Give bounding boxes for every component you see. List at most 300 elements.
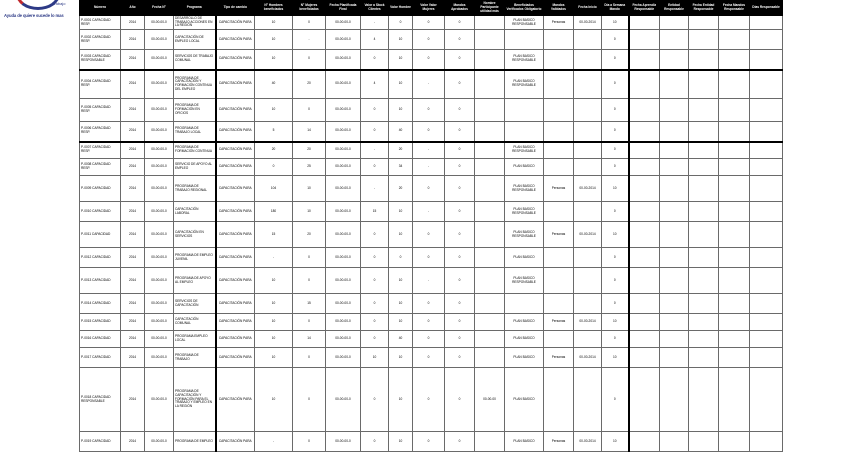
table-cell: 15 xyxy=(255,222,293,248)
table-cell xyxy=(689,50,719,70)
column-header[interactable]: Días Responsable xyxy=(750,1,783,16)
table-cell xyxy=(750,248,783,268)
table-cell: 2014 xyxy=(121,248,145,268)
table-cell: 20 xyxy=(389,142,413,159)
table-cell: - xyxy=(255,432,293,452)
table-cell xyxy=(544,202,574,222)
table-row xyxy=(80,176,783,202)
table-cell: 00-00-00-0 xyxy=(326,122,361,142)
table-cell: - xyxy=(413,268,445,294)
table-cell: Personas xyxy=(544,222,574,248)
table-cell: 0 xyxy=(445,30,475,50)
table-cell: 00-00-00-0 xyxy=(326,16,361,30)
table-cell: CAPACITACIÓN PARA xyxy=(216,16,255,30)
table-cell xyxy=(475,314,505,331)
table-cell: 0 xyxy=(361,314,389,331)
table-cell: 2014 xyxy=(121,99,145,122)
table-cell xyxy=(544,142,574,159)
table-cell: PROGRAMA DE APOYO AL EMPLEO xyxy=(174,268,216,294)
table-cell: 2014 xyxy=(121,142,145,159)
table-cell: 10 xyxy=(602,16,629,30)
table-cell: CAPACITACIÓN PARA xyxy=(216,294,255,314)
table-cell xyxy=(719,159,750,176)
table-cell xyxy=(629,99,660,122)
table-row xyxy=(80,248,783,268)
table-cell xyxy=(475,16,505,30)
table-cell xyxy=(719,16,750,30)
table-cell: 2014 xyxy=(121,202,145,222)
table-cell: 00-00-00-0 xyxy=(145,314,174,331)
table-cell: 0 xyxy=(293,99,326,122)
table-cell: 0 xyxy=(413,368,445,432)
table-cell: 10 xyxy=(255,268,293,294)
table-cell: 104 xyxy=(255,176,293,202)
table-cell xyxy=(475,176,505,202)
column-header[interactable]: Valor Valor Mujeres xyxy=(413,1,445,16)
table-cell: - xyxy=(293,30,326,50)
table-cell xyxy=(689,248,719,268)
table-cell xyxy=(544,248,574,268)
table-cell xyxy=(750,99,783,122)
table-cell xyxy=(544,30,574,50)
table-cell xyxy=(719,142,750,159)
table-cell xyxy=(689,142,719,159)
table-cell: PLAN BASICO xyxy=(505,159,544,176)
table-cell: P-0019 CAPACIDAD xyxy=(80,432,121,452)
table-cell: CAPACITACIÓN PARA xyxy=(216,314,255,331)
table-cell xyxy=(750,30,783,50)
table-cell: 00-00-00-0 xyxy=(326,176,361,202)
table-cell: P-0013 CAPACIDAD xyxy=(80,268,121,294)
table-cell: DESARROLLO DE TRABAJO ACCIONES EN LA REGIÓN xyxy=(174,16,216,30)
table-cell: - xyxy=(413,70,445,99)
table-cell xyxy=(574,122,602,142)
logo-word: Trabajo xyxy=(52,1,66,6)
table-cell: 0 xyxy=(445,70,475,99)
table-cell: 0 xyxy=(361,432,389,452)
table-cell: 2014 xyxy=(121,268,145,294)
table-cell: P-0001 CAPACIDAD RESP. xyxy=(80,16,121,30)
table-cell xyxy=(505,122,544,142)
table-cell: 0 xyxy=(413,432,445,452)
table-cell: P-0014 CAPACIDAD xyxy=(80,294,121,314)
table-cell: 10 xyxy=(602,314,629,331)
table-cell: 10 xyxy=(255,348,293,368)
table-cell xyxy=(629,50,660,70)
table-cell: 0 xyxy=(413,248,445,268)
table-cell: PROGRAMA EMPLEO LOCAL xyxy=(174,331,216,348)
table-cell: PLAN BASICO RESPONSABLE xyxy=(505,222,544,248)
table-cell xyxy=(750,294,783,314)
column-header[interactable]: Beneficiados Verificados Obligatorio xyxy=(505,1,544,16)
table-cell: 0 xyxy=(445,122,475,142)
table-cell xyxy=(660,202,689,222)
table-cell: 00-00-00-0 xyxy=(145,331,174,348)
table-cell: CAPACITACIÓN PARA xyxy=(216,202,255,222)
table-cell xyxy=(505,30,544,50)
table-cell: P-0003 CAPACIDAD RESPONSABLE xyxy=(80,50,121,70)
table-cell xyxy=(719,70,750,99)
table-cell xyxy=(660,331,689,348)
table-cell: Personas xyxy=(544,16,574,30)
table-cell xyxy=(689,70,719,99)
table-cell xyxy=(629,432,660,452)
table-cell xyxy=(475,248,505,268)
table-cell xyxy=(750,314,783,331)
table-cell: 0 xyxy=(361,122,389,142)
table-cell xyxy=(544,331,574,348)
table-cell: 40 xyxy=(389,331,413,348)
table-cell: CAPACITACIÓN PARA xyxy=(216,70,255,99)
table-row xyxy=(80,268,783,294)
column-header[interactable]: Fecha N° xyxy=(145,1,174,16)
table-cell: Personas xyxy=(544,432,574,452)
table-cell: CAPACITACIÓN PARA xyxy=(216,176,255,202)
table-cell: 14 xyxy=(293,122,326,142)
table-cell: CAPACITACIÓN PARA xyxy=(216,30,255,50)
table-cell xyxy=(660,16,689,30)
column-header[interactable]: Número xyxy=(80,1,121,16)
table-cell: 2014 xyxy=(121,122,145,142)
table-cell xyxy=(660,268,689,294)
table-cell: 00-00-00-0 xyxy=(326,202,361,222)
table-cell: P-0018 CAPACIDAD RESPONSABLE xyxy=(80,368,121,432)
table-cell: SERVICIO DE APOYO AL EMPLEO xyxy=(174,159,216,176)
table-cell: 2014 xyxy=(121,348,145,368)
table-cell: 00-00-00-0 xyxy=(326,222,361,248)
table-cell: P-0009 CAPACIDAD xyxy=(80,176,121,202)
table-cell: P-0007 CAPACIDAD RESP. xyxy=(80,142,121,159)
table-cell: 0 xyxy=(293,268,326,294)
column-header[interactable]: N° Mujeres beneficiadas xyxy=(293,1,326,16)
table-cell xyxy=(660,70,689,99)
table-cell xyxy=(629,248,660,268)
table-cell xyxy=(750,50,783,70)
table-cell xyxy=(719,176,750,202)
table-cell: PROGRAMA DE FORMACIÓN EN OFICIOS xyxy=(174,99,216,122)
table-row xyxy=(80,142,783,159)
table-cell xyxy=(574,50,602,70)
table-cell: 0 xyxy=(602,368,629,432)
table-cell xyxy=(629,70,660,99)
table-cell xyxy=(719,432,750,452)
table-cell: 10 xyxy=(255,314,293,331)
table-cell: CAPACITACIÓN PARA xyxy=(216,331,255,348)
table-cell: 00-00-00-0 xyxy=(145,50,174,70)
table-cell: 00-00-00-0 xyxy=(326,99,361,122)
table-cell: 0 xyxy=(445,368,475,432)
table-cell: PROGRAMA DE TRABAJO xyxy=(174,348,216,368)
table-cell: 0 xyxy=(361,331,389,348)
table-cell: 0 xyxy=(255,159,293,176)
table-cell: 0 xyxy=(293,348,326,368)
table-cell: CAPACITACIÓN PARA xyxy=(216,432,255,452)
table-cell: PLAN BASICO xyxy=(505,368,544,432)
table-cell: 0 xyxy=(413,16,445,30)
table-cell: - xyxy=(413,202,445,222)
table-cell xyxy=(750,176,783,202)
table-cell: 00-00-00-0 xyxy=(326,70,361,99)
table-cell: PROGRAMA DE TRABAJO LOCAL xyxy=(174,122,216,142)
table-cell: P-0004 CAPACIDAD RESP. xyxy=(80,70,121,99)
table-cell: - xyxy=(361,176,389,202)
table-cell: CAPACITACIÓN PARA xyxy=(216,159,255,176)
table-cell: 2014 xyxy=(121,432,145,452)
table-cell xyxy=(475,122,505,142)
table-cell xyxy=(689,99,719,122)
table-cell: 34 xyxy=(389,159,413,176)
table-cell: 0 xyxy=(602,331,629,348)
table-cell xyxy=(629,368,660,432)
table-cell: PLAN BASICO RESPONSABLE xyxy=(505,16,544,30)
table-cell: 0 xyxy=(445,268,475,294)
table-cell xyxy=(689,331,719,348)
table-cell: 2014 xyxy=(121,368,145,432)
table-cell: 0 xyxy=(602,294,629,314)
table-cell: PLAN BASICO xyxy=(505,432,544,452)
table-cell: 00-00-00-0 xyxy=(326,248,361,268)
table-cell xyxy=(660,348,689,368)
table-cell: 00-00-00-0 xyxy=(145,222,174,248)
table-cell xyxy=(689,159,719,176)
table-cell xyxy=(574,30,602,50)
table-cell: - xyxy=(255,248,293,268)
table-row xyxy=(80,99,783,122)
table-cell: 10 xyxy=(389,432,413,452)
table-cell: 0 xyxy=(602,268,629,294)
column-header[interactable]: Programa xyxy=(174,1,216,16)
table-cell xyxy=(660,248,689,268)
table-cell xyxy=(629,176,660,202)
table-cell xyxy=(689,314,719,331)
table-cell: P-0005 CAPACIDAD RESP. xyxy=(80,99,121,122)
table-cell: SERVICIOS DE CAPACITACIÓN xyxy=(174,294,216,314)
table-row xyxy=(80,202,783,222)
table-cell xyxy=(574,331,602,348)
table-cell: 0 xyxy=(293,432,326,452)
table-cell: P-0002 CAPACIDAD RESP. xyxy=(80,30,121,50)
table-cell: 2014 xyxy=(121,331,145,348)
table-cell: 10 xyxy=(389,99,413,122)
column-header[interactable]: Fecha Aprendiz Responsable xyxy=(629,1,660,16)
table-cell: 0 xyxy=(293,248,326,268)
table-cell: 00-00-00-0 xyxy=(326,368,361,432)
column-header[interactable]: Año xyxy=(121,1,145,16)
table-cell: 00-00-00-0 xyxy=(145,348,174,368)
table-row xyxy=(80,348,783,368)
table-cell xyxy=(475,348,505,368)
table-cell: 180 xyxy=(255,202,293,222)
table-cell xyxy=(719,99,750,122)
table-cell xyxy=(750,348,783,368)
table-cell: PROGRAMA DE EMPLEO xyxy=(174,432,216,452)
table-cell: 10 xyxy=(389,222,413,248)
table-cell: 2014 xyxy=(121,294,145,314)
table-cell: P-0012 CAPACIDAD xyxy=(80,248,121,268)
table-cell: 10 xyxy=(389,202,413,222)
table-cell xyxy=(629,268,660,294)
table-cell xyxy=(689,176,719,202)
table-cell: 10 xyxy=(602,222,629,248)
table-cell: 00-00-00-0 xyxy=(326,331,361,348)
table-cell xyxy=(660,314,689,331)
table-cell xyxy=(629,348,660,368)
table-cell: 0 xyxy=(413,331,445,348)
table-cell xyxy=(475,222,505,248)
table-cell: 40 xyxy=(255,70,293,99)
table-cell: Personas xyxy=(544,176,574,202)
table-cell xyxy=(574,99,602,122)
column-header[interactable]: Tipo de cambio xyxy=(216,1,255,16)
table-cell xyxy=(660,222,689,248)
table-cell xyxy=(475,294,505,314)
table-cell: P-0010 CAPACIDAD xyxy=(80,202,121,222)
table-cell: 0 xyxy=(602,50,629,70)
table-cell: 00-00-00-0 xyxy=(145,432,174,452)
table-cell: 10 xyxy=(389,294,413,314)
column-header[interactable]: Fecha Inicio xyxy=(574,1,602,16)
table-cell: 0 xyxy=(602,122,629,142)
table-cell: P-0015 CAPACIDAD xyxy=(80,314,121,331)
table-cell: 0 xyxy=(361,222,389,248)
table-cell: 2014 xyxy=(121,176,145,202)
table-cell: PLAN BASICO RESPONSABLE xyxy=(505,70,544,99)
column-header[interactable]: Día a Semana Mando xyxy=(602,1,629,16)
table-cell: 10 xyxy=(602,348,629,368)
column-header[interactable]: Mandos Validados xyxy=(544,1,574,16)
table-cell xyxy=(689,432,719,452)
table-cell: 0 xyxy=(413,176,445,202)
table-cell: 20 xyxy=(293,70,326,99)
table-cell: 20 xyxy=(389,176,413,202)
table-cell: 00-00-00-0 xyxy=(326,159,361,176)
table-cell xyxy=(689,222,719,248)
table-cell: 00-00-00-0 xyxy=(145,99,174,122)
table-cell xyxy=(719,368,750,432)
table-cell: 0 xyxy=(389,16,413,30)
table-cell: P-0008 CAPACIDAD RESP. xyxy=(80,159,121,176)
table-cell: 0 xyxy=(413,314,445,331)
table-cell xyxy=(574,159,602,176)
table-cell xyxy=(629,16,660,30)
table-cell: 0 xyxy=(361,268,389,294)
table-cell: Personas xyxy=(544,314,574,331)
table-cell: 0 xyxy=(293,50,326,70)
table-cell: 0 xyxy=(413,99,445,122)
table-cell: 00-00-00-0 xyxy=(145,16,174,30)
column-header[interactable]: Valor a Stock Clientes xyxy=(361,1,389,16)
table-cell xyxy=(689,368,719,432)
table-cell: 00-00-00-0 xyxy=(326,30,361,50)
table-cell xyxy=(629,142,660,159)
table-cell: P-0006 CAPACIDAD RESP. xyxy=(80,122,121,142)
table-cell: 0 xyxy=(602,142,629,159)
table-cell: 10 xyxy=(293,202,326,222)
table-cell: 0 xyxy=(445,248,475,268)
table-cell xyxy=(574,202,602,222)
table-cell: - xyxy=(361,142,389,159)
table-row xyxy=(80,222,783,248)
table-cell: 0 xyxy=(445,222,475,248)
table-cell: 00-00-00-0 xyxy=(326,314,361,331)
table-cell xyxy=(660,432,689,452)
table-cell: 20 xyxy=(255,142,293,159)
table-cell: Personas xyxy=(544,348,574,368)
column-header[interactable]: Entidad Responsable xyxy=(660,1,689,16)
table-cell: 10 xyxy=(389,30,413,50)
table-cell: 00-00-00-0 xyxy=(326,432,361,452)
table-cell: - xyxy=(413,142,445,159)
table-cell: 0 xyxy=(602,202,629,222)
table-row xyxy=(80,159,783,176)
table-cell xyxy=(475,30,505,50)
table-cell: 0 xyxy=(361,294,389,314)
column-header[interactable]: Fecha Planificada Final xyxy=(326,1,361,16)
table-cell: 0 xyxy=(445,142,475,159)
table-cell: 00-00-00-0 xyxy=(326,348,361,368)
table-cell: 0 xyxy=(413,348,445,368)
table-cell: 0 xyxy=(445,176,475,202)
logo xyxy=(4,0,80,20)
table-cell xyxy=(660,122,689,142)
table-cell: 10 xyxy=(602,432,629,452)
table-cell: 10 xyxy=(255,16,293,30)
table-cell: 00-00-2014 xyxy=(574,176,602,202)
column-header[interactable]: Fecha Mandos Responsable xyxy=(719,1,750,16)
table-cell xyxy=(719,348,750,368)
table-cell xyxy=(629,314,660,331)
table-cell: 0 xyxy=(445,348,475,368)
table-cell: CAPACITACIÓN PARA xyxy=(216,248,255,268)
table-header-row xyxy=(80,1,783,16)
table-cell: 40 xyxy=(389,122,413,142)
table-cell: CAPACITACIÓN DE EMPLEO LOCAL xyxy=(174,30,216,50)
table-cell: 0 xyxy=(413,122,445,142)
table-cell: 00-00-2014 xyxy=(574,16,602,30)
table-cell xyxy=(689,16,719,30)
table-cell xyxy=(719,314,750,331)
table-cell: 00-00-00-0 xyxy=(326,50,361,70)
table-cell: 00-00-2014 xyxy=(574,348,602,368)
column-header[interactable]: Mandos Aprobados xyxy=(445,1,475,16)
table-cell: 00-00-00-0 xyxy=(145,122,174,142)
table-cell: 00-00-2014 xyxy=(574,222,602,248)
table-cell: 10 xyxy=(389,70,413,99)
table-cell xyxy=(544,159,574,176)
table-row xyxy=(80,122,783,142)
table-cell xyxy=(544,50,574,70)
table-cell: 0 xyxy=(361,368,389,432)
table-cell: P-0017 CAPACIDAD xyxy=(80,348,121,368)
table-cell: 10 xyxy=(255,50,293,70)
column-header[interactable]: Nombre Participante utilidad más xyxy=(475,1,505,16)
table-cell: 2014 xyxy=(121,70,145,99)
column-header[interactable]: N° Hombres beneficiados xyxy=(255,1,293,16)
table-cell: 5 xyxy=(255,122,293,142)
table-cell: 10 xyxy=(293,176,326,202)
column-header[interactable]: Valor Hombre xyxy=(389,1,413,16)
column-header[interactable]: Fecha Entidad Responsable xyxy=(689,1,719,16)
table-cell: 0 xyxy=(602,99,629,122)
table-cell xyxy=(750,70,783,99)
table-cell xyxy=(475,70,505,99)
table-cell: 0 xyxy=(413,222,445,248)
table-cell: 10 xyxy=(361,348,389,368)
table-cell: 2014 xyxy=(121,159,145,176)
table-cell xyxy=(544,294,574,314)
table-cell: 0 xyxy=(445,432,475,452)
table-cell xyxy=(629,331,660,348)
